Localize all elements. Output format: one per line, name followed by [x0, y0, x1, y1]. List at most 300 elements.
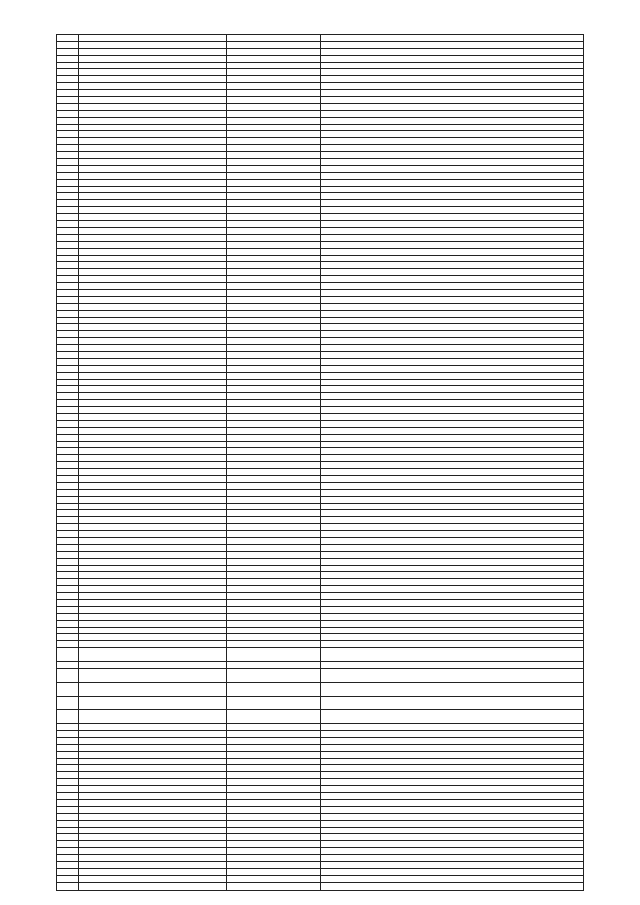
address-cell	[321, 497, 583, 503]
cadastral-number-cell	[79, 448, 227, 454]
object-number-cell	[227, 579, 321, 585]
row-number-cell	[57, 400, 79, 406]
object-number-cell	[227, 400, 321, 406]
cadastral-number-cell	[79, 221, 227, 227]
object-number-cell	[227, 765, 321, 771]
address-cell	[321, 214, 583, 220]
cadastral-number-cell	[79, 724, 227, 730]
cadastral-number-cell	[79, 249, 227, 255]
row-number-cell	[57, 125, 79, 131]
row-number-cell	[57, 800, 79, 806]
address-cell	[321, 779, 583, 785]
address-cell	[321, 359, 583, 365]
object-number-cell	[227, 490, 321, 496]
object-number-cell	[227, 786, 321, 792]
cadastral-number-cell	[79, 786, 227, 792]
cadastral-number-cell	[79, 83, 227, 89]
address-cell	[321, 524, 583, 530]
cadastral-number-cell	[79, 242, 227, 248]
row-number-cell	[57, 138, 79, 144]
object-number-cell	[227, 97, 321, 103]
cadastral-number-cell	[79, 276, 227, 282]
object-number-cell	[227, 262, 321, 268]
table-row	[57, 193, 583, 200]
address-cell	[321, 628, 583, 634]
cadastral-number-cell	[79, 352, 227, 358]
object-number-cell	[227, 145, 321, 151]
cadastral-number-cell	[79, 490, 227, 496]
object-number-cell	[227, 318, 321, 324]
row-number-cell	[57, 180, 79, 186]
row-number-cell	[57, 118, 79, 124]
address-cell	[321, 393, 583, 399]
table-row	[57, 393, 583, 400]
table-row	[57, 345, 583, 352]
object-number-cell	[227, 338, 321, 344]
object-number-cell	[227, 752, 321, 758]
object-number-cell	[227, 283, 321, 289]
cadastral-number-cell	[79, 386, 227, 392]
object-number-cell	[227, 414, 321, 420]
row-number-cell	[57, 159, 79, 165]
address-cell	[321, 76, 583, 82]
object-number-cell	[227, 552, 321, 558]
object-number-cell	[227, 517, 321, 523]
cadastral-number-cell	[79, 207, 227, 213]
row-number-cell	[57, 297, 79, 303]
address-cell	[321, 641, 583, 647]
row-number-cell	[57, 559, 79, 565]
row-number-cell	[57, 90, 79, 96]
address-cell	[321, 876, 583, 882]
object-number-cell	[227, 152, 321, 158]
row-number-cell	[57, 366, 79, 372]
table-row	[57, 462, 583, 469]
address-cell	[321, 373, 583, 379]
object-number-cell	[227, 42, 321, 48]
row-number-cell	[57, 586, 79, 592]
address-cell	[321, 607, 583, 613]
object-number-cell	[227, 159, 321, 165]
address-cell	[321, 400, 583, 406]
row-number-cell	[57, 76, 79, 82]
row-number-cell	[57, 173, 79, 179]
object-number-cell	[227, 76, 321, 82]
address-cell	[321, 834, 583, 840]
row-number-cell	[57, 166, 79, 172]
row-number-cell	[57, 634, 79, 640]
table-row	[57, 235, 583, 242]
object-number-cell	[227, 531, 321, 537]
address-cell	[321, 807, 583, 813]
table-row	[57, 256, 583, 263]
cadastral-number-cell	[79, 876, 227, 882]
row-number-cell	[57, 834, 79, 840]
address-cell	[321, 269, 583, 275]
object-number-cell	[227, 366, 321, 372]
address-cell	[321, 841, 583, 847]
table-row	[57, 869, 583, 876]
table-row	[57, 442, 583, 449]
row-number-cell	[57, 648, 79, 661]
address-cell	[321, 428, 583, 434]
cadastral-number-cell	[79, 256, 227, 262]
row-number-cell	[57, 607, 79, 613]
table-row	[57, 69, 583, 76]
table-row	[57, 752, 583, 759]
cadastral-number-cell	[79, 421, 227, 427]
object-number-cell	[227, 724, 321, 730]
cadastral-number-cell	[79, 662, 227, 668]
table-row	[57, 97, 583, 104]
row-number-cell	[57, 621, 79, 627]
address-cell	[321, 559, 583, 565]
row-number-cell	[57, 759, 79, 765]
row-number-cell	[57, 476, 79, 482]
table-row	[57, 380, 583, 387]
cadastral-number-cell	[79, 731, 227, 737]
cadastral-number-cell	[79, 366, 227, 372]
object-number-cell	[227, 104, 321, 110]
address-cell	[321, 821, 583, 827]
object-number-cell	[227, 731, 321, 737]
row-number-cell	[57, 462, 79, 468]
address-cell	[321, 262, 583, 268]
object-number-cell	[227, 821, 321, 827]
cadastral-number-cell	[79, 262, 227, 268]
cadastral-number-cell	[79, 180, 227, 186]
address-cell	[321, 407, 583, 413]
cadastral-number-cell	[79, 476, 227, 482]
cadastral-number-cell	[79, 442, 227, 448]
row-number-cell	[57, 435, 79, 441]
table-row	[57, 63, 583, 70]
object-number-cell	[227, 221, 321, 227]
table-row	[57, 669, 583, 683]
row-number-cell	[57, 579, 79, 585]
address-cell	[321, 483, 583, 489]
address-cell	[321, 42, 583, 48]
object-number-cell	[227, 455, 321, 461]
table-row	[57, 841, 583, 848]
object-number-cell	[227, 710, 321, 723]
object-number-cell	[227, 869, 321, 875]
address-cell	[321, 476, 583, 482]
cadastral-number-cell	[79, 462, 227, 468]
cadastral-number-cell	[79, 269, 227, 275]
object-number-cell	[227, 669, 321, 682]
row-number-cell	[57, 814, 79, 820]
object-number-cell	[227, 324, 321, 330]
object-number-cell	[227, 407, 321, 413]
address-cell	[321, 380, 583, 386]
address-cell	[321, 752, 583, 758]
table-row	[57, 49, 583, 56]
table-row	[57, 283, 583, 290]
cadastral-number-cell	[79, 883, 227, 890]
table-row	[57, 228, 583, 235]
object-number-cell	[227, 814, 321, 820]
address-cell	[321, 586, 583, 592]
cadastral-number-cell	[79, 579, 227, 585]
address-cell	[321, 138, 583, 144]
table-row	[57, 738, 583, 745]
cadastral-number-cell	[79, 145, 227, 151]
row-number-cell	[57, 35, 79, 41]
object-number-cell	[227, 276, 321, 282]
table-row	[57, 386, 583, 393]
object-number-cell	[227, 883, 321, 890]
cadastral-number-cell	[79, 765, 227, 771]
address-cell	[321, 634, 583, 640]
cadastral-number-cell	[79, 697, 227, 710]
cadastral-number-cell	[79, 759, 227, 765]
object-number-cell	[227, 442, 321, 448]
table-row	[57, 159, 583, 166]
row-number-cell	[57, 249, 79, 255]
row-number-cell	[57, 111, 79, 117]
table-row	[57, 497, 583, 504]
object-number-cell	[227, 90, 321, 96]
table-row	[57, 269, 583, 276]
object-number-cell	[227, 187, 321, 193]
table-row	[57, 504, 583, 511]
row-number-cell	[57, 345, 79, 351]
row-number-cell	[57, 738, 79, 744]
table-row	[57, 579, 583, 586]
cadastral-number-cell	[79, 497, 227, 503]
table-row	[57, 793, 583, 800]
row-number-cell	[57, 63, 79, 69]
address-cell	[321, 173, 583, 179]
object-number-cell	[227, 180, 321, 186]
row-number-cell	[57, 290, 79, 296]
address-cell	[321, 318, 583, 324]
cadastral-number-cell	[79, 187, 227, 193]
cadastral-number-cell	[79, 510, 227, 516]
table-row	[57, 152, 583, 159]
object-number-cell	[227, 359, 321, 365]
object-number-cell	[227, 800, 321, 806]
cadastral-number-cell	[79, 538, 227, 544]
table-row	[57, 407, 583, 414]
row-number-cell	[57, 683, 79, 696]
object-number-cell	[227, 607, 321, 613]
cadastral-number-cell	[79, 614, 227, 620]
row-number-cell	[57, 324, 79, 330]
address-cell	[321, 69, 583, 75]
table-row	[57, 56, 583, 63]
table-row	[57, 242, 583, 249]
row-number-cell	[57, 876, 79, 882]
object-number-cell	[227, 49, 321, 55]
address-cell	[321, 338, 583, 344]
table-row	[57, 104, 583, 111]
table-row	[57, 483, 583, 490]
object-number-cell	[227, 648, 321, 661]
object-register-table	[56, 34, 584, 891]
table-row	[57, 559, 583, 566]
table-row	[57, 586, 583, 593]
row-number-cell	[57, 779, 79, 785]
object-number-cell	[227, 269, 321, 275]
object-number-cell	[227, 586, 321, 592]
address-cell	[321, 538, 583, 544]
address-cell	[321, 662, 583, 668]
row-number-cell	[57, 841, 79, 847]
table-row	[57, 600, 583, 607]
row-number-cell	[57, 393, 79, 399]
address-cell	[321, 490, 583, 496]
cadastral-number-cell	[79, 524, 227, 530]
address-cell	[321, 276, 583, 282]
row-number-cell	[57, 628, 79, 634]
address-cell	[321, 256, 583, 262]
table-row	[57, 683, 583, 697]
object-number-cell	[227, 683, 321, 696]
address-cell	[321, 131, 583, 137]
table-row	[57, 786, 583, 793]
object-number-cell	[227, 421, 321, 427]
cadastral-number-cell	[79, 49, 227, 55]
table-row	[57, 290, 583, 297]
object-number-cell	[227, 538, 321, 544]
table-row	[57, 324, 583, 331]
table-row	[57, 187, 583, 194]
cadastral-number-cell	[79, 483, 227, 489]
cadastral-number-cell	[79, 56, 227, 62]
object-number-cell	[227, 166, 321, 172]
table-row	[57, 428, 583, 435]
table-row	[57, 318, 583, 325]
cadastral-number-cell	[79, 393, 227, 399]
address-cell	[321, 731, 583, 737]
object-number-cell	[227, 476, 321, 482]
row-number-cell	[57, 269, 79, 275]
cadastral-number-cell	[79, 318, 227, 324]
table-row	[57, 311, 583, 318]
table-row	[57, 510, 583, 517]
address-cell	[321, 883, 583, 890]
row-number-cell	[57, 145, 79, 151]
row-number-cell	[57, 572, 79, 578]
object-number-cell	[227, 697, 321, 710]
address-cell	[321, 145, 583, 151]
object-number-cell	[227, 855, 321, 861]
object-number-cell	[227, 745, 321, 751]
address-cell	[321, 118, 583, 124]
row-number-cell	[57, 104, 79, 110]
cadastral-number-cell	[79, 380, 227, 386]
address-cell	[321, 759, 583, 765]
object-number-cell	[227, 242, 321, 248]
cadastral-number-cell	[79, 173, 227, 179]
table-row	[57, 304, 583, 311]
row-number-cell	[57, 786, 79, 792]
row-number-cell	[57, 510, 79, 516]
table-row	[57, 455, 583, 462]
object-number-cell	[227, 621, 321, 627]
row-number-cell	[57, 504, 79, 510]
row-number-cell	[57, 187, 79, 193]
object-number-cell	[227, 304, 321, 310]
row-number-cell	[57, 593, 79, 599]
address-cell	[321, 166, 583, 172]
cadastral-number-cell	[79, 76, 227, 82]
address-cell	[321, 869, 583, 875]
table-row	[57, 435, 583, 442]
cadastral-number-cell	[79, 545, 227, 551]
row-number-cell	[57, 552, 79, 558]
row-number-cell	[57, 380, 79, 386]
row-number-cell	[57, 848, 79, 854]
table-row	[57, 772, 583, 779]
object-number-cell	[227, 834, 321, 840]
object-number-cell	[227, 249, 321, 255]
cadastral-number-cell	[79, 104, 227, 110]
cadastral-number-cell	[79, 90, 227, 96]
row-number-cell	[57, 745, 79, 751]
object-number-cell	[227, 56, 321, 62]
cadastral-number-cell	[79, 131, 227, 137]
object-number-cell	[227, 566, 321, 572]
address-cell	[321, 63, 583, 69]
object-number-cell	[227, 373, 321, 379]
address-cell	[321, 566, 583, 572]
object-number-cell	[227, 69, 321, 75]
address-cell	[321, 517, 583, 523]
table-row	[57, 538, 583, 545]
address-cell	[321, 414, 583, 420]
row-number-cell	[57, 421, 79, 427]
address-cell	[321, 283, 583, 289]
row-number-cell	[57, 56, 79, 62]
address-cell	[321, 90, 583, 96]
cadastral-number-cell	[79, 862, 227, 868]
object-number-cell	[227, 634, 321, 640]
cadastral-number-cell	[79, 752, 227, 758]
address-cell	[321, 193, 583, 199]
address-cell	[321, 579, 583, 585]
table-row	[57, 807, 583, 814]
cadastral-number-cell	[79, 200, 227, 206]
address-cell	[321, 35, 583, 41]
row-number-cell	[57, 386, 79, 392]
row-number-cell	[57, 304, 79, 310]
row-number-cell	[57, 42, 79, 48]
table-row	[57, 173, 583, 180]
address-cell	[321, 552, 583, 558]
table-row	[57, 779, 583, 786]
row-number-cell	[57, 414, 79, 420]
row-number-cell	[57, 600, 79, 606]
address-cell	[321, 159, 583, 165]
address-cell	[321, 331, 583, 337]
row-number-cell	[57, 338, 79, 344]
cadastral-number-cell	[79, 42, 227, 48]
row-number-cell	[57, 331, 79, 337]
object-number-cell	[227, 214, 321, 220]
object-number-cell	[227, 738, 321, 744]
row-number-cell	[57, 407, 79, 413]
address-cell	[321, 814, 583, 820]
cadastral-number-cell	[79, 214, 227, 220]
cadastral-number-cell	[79, 345, 227, 351]
object-number-cell	[227, 131, 321, 137]
row-number-cell	[57, 83, 79, 89]
object-number-cell	[227, 807, 321, 813]
cadastral-number-cell	[79, 800, 227, 806]
